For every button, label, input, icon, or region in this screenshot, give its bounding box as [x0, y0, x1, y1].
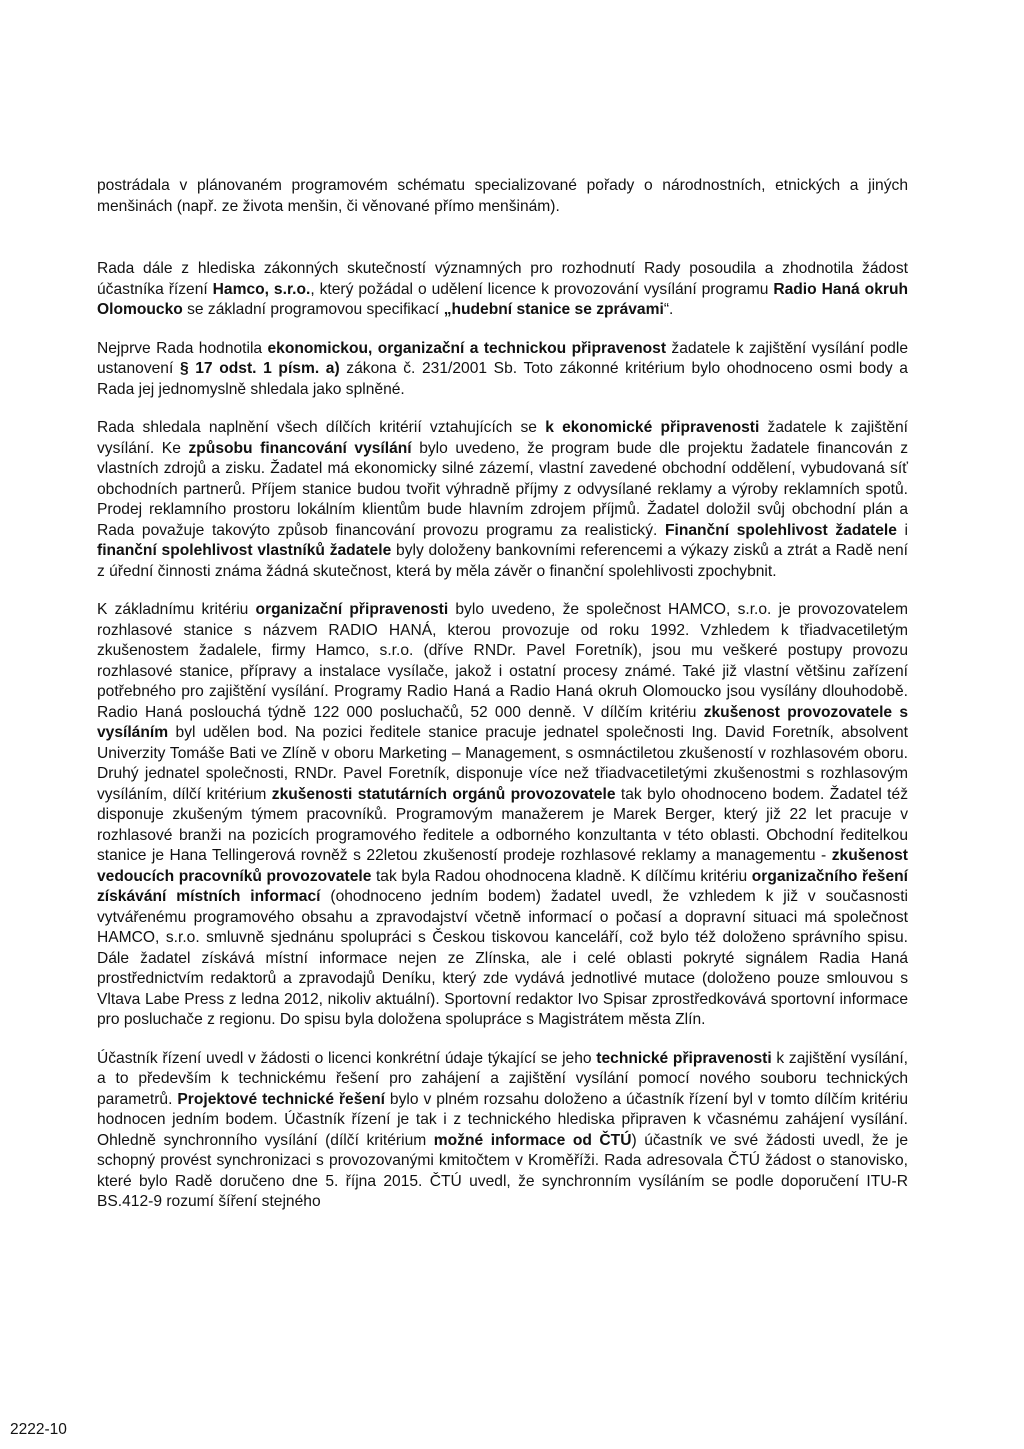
page-number: 2222-10: [10, 1421, 67, 1438]
paragraph-3: Nejprve Rada hodnotila ekonomickou, organizační a technickou připravenost žadatele k zajištění vysílání podle ustanovení § 17 odst. 1 písm. a) zákona č. 231/2001 Sb. Toto zákonné kritérium bylo ohodnoceno osmi body a Rada jej jednomyslně shledala jako splněné.: [97, 339, 908, 398]
paragraph-2: Rada dále z hlediska zákonných skutečností významných pro rozhodnutí Rady posoudila a zhodnotila žádost účastníka řízení Hamco, s.r.o., který požádal o udělení licence k provozování vysílání programu Radio Haná okruh Olomoucko se základní programovou specifikací „hudební stanice se zprávami“.: [97, 260, 908, 318]
document-body: [97, 176, 908, 1231]
paragraph-5: K základnímu kritériu organizační připravenosti bylo uvedeno, že společnost HAMCO, s.r.o. je provozovatelem rozhlasové stanice s názvem RADIO HANÁ, kterou provozuje od roku 1992. Vzhledem k třiadvacetiletým zkušenostem žadalele, firmy Hamco, s.r.o. (dříve RNDr. Pavel Foretník), jsou mu veškeré postupy provozu rozhlasové stanice, přípravy a instalace vysílače, jakož i ostatní procesy známé. Také již vlastní většinu zařízení potřebného pro zajištění vysílání. Programy Radio Haná a Radio Haná okruh Olomoucko jsou vysílány dlouhodobě. Radio Haná poslouchá týdně 122 000 posluchačů, 52 000 denně. V dílčím kritériu zkušenost provozovatele s vysíláním byl udělen bod. Na pozici ředitele stanice pracuje jednatel společnosti Ing. David Foretník, absolvent Univerzity Tomáše Bati ve Zlíně v oboru Marketing – Management, s osmnáctiletou zkušeností v rozhlasovém oboru. Druhý jednatel společnosti, RNDr. Pavel Foretník, disponuje více než třiadvacetiletými zkušenostmi s rozhlasovým vysíláním, dílčí kritérium zkušenosti statutárních orgánů provozovatele tak bylo ohodnoceno bodem. Žadatel též disponuje zkušeným týmem pracovníků. Programovým manažerem je Marek Berger, který již 22 let pracuje v rozhlasové branži na pozicích programového ředitele a odborného konzultanta v této oblasti. Obchodní ředitelkou stanice je Hana Tellingerová rovněž s 22letou zkušeností prodeje rozhlasové reklamy a managementu - zkušenost vedoucích pracovníků provozovatele tak byla Radou ohodnocena kladně. K dílčímu kritériu organizačního řešení získávání místních informací (ohodnoceno jedním bodem) žadatel uvedl, že vzhledem k již v současnosti vytvářenému programového obsahu a zpravodajství včetně informací o počasí a dopravní situaci má společnost HAMCO, s.r.o. smluvně sjednánu spolupráci s Českou tiskovou kanceláří, což bylo též doloženo správního spisu. Dále žadatel získává místní informace nejen ze Zlínska, ale i celé oblasti pokryté signálem Radia Haná prostřednictvím redaktorů a zpravodajů Deníku, který zde vydává jednotlivé mutace (doloženo pouze smlouvou s Vltava Labe Press z ledna 2012, nikoliv aktuální). Sportovní redaktor Ivo Spisar zprostředkovává sportovní informace pro posluchače z regionu. Do spisu byla doložena spolupráce s Magistrátem města Zlín.: [97, 601, 908, 1028]
paragraph-1: postrádala v plánovaném programovém schématu specializované pořady o národnostních, etnických a jiných menšinách (např. ze života menšin, či věnované přímo menšinám).: [97, 177, 908, 215]
paragraph-6: Účastník řízení uvedl v žádosti o licenci konkrétní údaje týkající se jeho technické připravenosti k zajištění vysílání, a to především k technickému řešení pro zahájení a zajištění vysílání pomocí nového souboru technických parametrů. Projektové technické řešení bylo v plném rozsahu doloženo a účastník řízení byl v tomto dílčím kritériu hodnocen jedním bodem. Účastník řízení je tak i z technického hlediska připraven k včasnému zahájení vysílání. Ohledně synchronního vysílání (dílčí kritérium možné informace od ČTÚ) účastník ve své žádosti uvedl, že je schopný provést synchronizaci s provozovanými kmitočtem v Kroměříži. Rada adresovala ČTÚ žádost o stanovisko, které bylo Radě doručeno dne 5. října 2015. ČTÚ uvedl, že synchronním vysíláním se podle doporučení ITU-R BS.412-9 rozumí šíření stejného: [97, 1049, 908, 1210]
paragraph-4: Rada shledala naplnění všech dílčích kritérií vztahujících se k ekonomické připravenosti žadatele k zajištění vysílání. Ke způsobu financování vysílání bylo uvedeno, že program bude dle projektu žadatele financován z vlastních zdrojů a zisku. Žadatel má ekonomicky silné zázemí, vlastní zavedené obchodní oddělení, vybudovaná síť obchodních partnerů. Příjem stanice budou tvořit výhradně příjmy z odvysílané reklamy a výroby reklamních spotů. Prodej reklamního prostoru lokálním klientům bude hlavním zdrojem příjmů. Žadatel doložil svůj obchodní plán a Rada považuje takovýto způsob financování provozu programu za realistický. Finanční spolehlivost žadatele i finanční spolehlivost vlastníků žadatele byly doloženy bankovními referencemi a výkazy zisků a ztrát a Radě není z úřední činnosti známa žádná skutečnost, která by měla závěr o finanční spolehlivosti zpochybnit.: [97, 419, 909, 580]
